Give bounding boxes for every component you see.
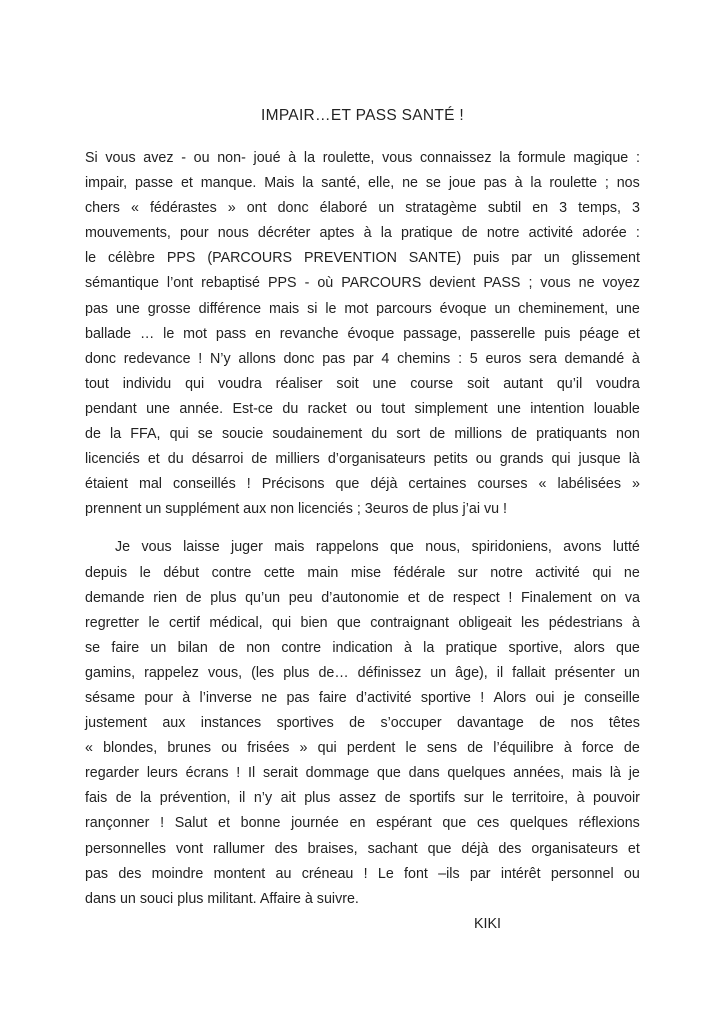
text-line: Je vous laisse juger mais rappelons que nous, spiridoniens, avons lutté: [115, 539, 640, 556]
text-line: gamins, rappelez vous, (les plus de… définissez un âge), il fallait présenter un: [85, 664, 640, 681]
text-line: regretter le certif médical, qui bien que contraignant obligeait les pédestrians à: [85, 614, 640, 631]
text-line: justement aux instances sportives de s’occuper davantage de nos têtes: [85, 715, 640, 732]
text-line: licenciés et du désarroi de milliers d’organisateurs petits ou grands qui jusque là: [85, 451, 640, 468]
text-line: chers « fédérastes » ont donc élaboré un stratagème subtil en 3 temps, 3: [85, 200, 640, 217]
text-line: pas des moindre montent au créneau ! Le font –ils par intérêt personnel ou: [85, 865, 640, 882]
document-title: IMPAIR…ET PASS SANTÉ !: [261, 107, 464, 124]
text-line: prennent un supplément aux non licenciés ; 3euros de plus j’ai vu !: [85, 501, 508, 518]
text-line: depuis le début contre cette main mise fédérale sur notre activité qui ne: [85, 564, 640, 581]
text-line: sémantique l’ont rebaptisé PPS - où PARCOURS devient PASS ; vous ne voyez: [85, 275, 640, 292]
text-line: personnelles vont rallumer des braises, sachant que déjà des organisateurs et: [85, 840, 640, 857]
text-line: regarder leurs écrans ! Il serait dommage que dans quelques années, mais là je: [85, 765, 640, 782]
text-line: étaient mal conseillés ! Précisons que déjà certaines courses « labélisées »: [85, 476, 640, 493]
document-body: [85, 146, 640, 912]
text-line: pendant une année. Est-ce du racket ou tout simplement une intention louable: [85, 400, 640, 417]
text-line: se faire un bilan de non contre indication à la pratique sportive, alors que: [85, 639, 640, 656]
text-line: « blondes, brunes ou frisées » qui perdent le sens de l’équilibre à force de: [85, 740, 640, 757]
text-line: pas une grosse différence mais si le mot parcours évoque un cheminement, une: [85, 300, 640, 317]
text-line: mouvements, pour nous décréter aptes à la pratique de notre activité adorée :: [85, 225, 640, 242]
text-line: demande rien de plus qu’un peu d’autonomie et de respect ! Finalement on va: [85, 589, 640, 606]
text-line: rançonner ! Salut et bonne journée en espérant que ces quelques réflexions: [85, 815, 640, 832]
text-line: fais de la prévention, il n’y ait plus assez de sportifs sur le territoire, à pouvoir: [85, 790, 640, 807]
text-line: ballade … le mot pass en revanche évoque passage, passerelle puis péage et: [85, 325, 640, 342]
text-line: dans un souci plus militant. Affaire à suivre.: [85, 890, 359, 907]
text-line: Si vous avez - ou non- joué à la roulette, vous connaissez la formule magique :: [85, 150, 640, 166]
text-line: donc redevance ! N’y allons donc pas par 4 chemins : 5 euros sera demandé à: [85, 350, 640, 367]
text-line: de la FFA, qui se soucie soudainement du sort de millions de pratiquants non: [85, 426, 640, 443]
paragraph: [85, 535, 640, 911]
paragraph: [85, 146, 640, 522]
text-line: tout individu qui voudra réaliser soit une course soit autant qu’il voudra: [85, 375, 640, 392]
text-line: impair, passe et manque. Mais la santé, elle, ne se joue pas à la roulette ; nos: [85, 175, 640, 192]
text-line: le célèbre PPS (PARCOURS PREVENTION SANTE) puis par un glissement: [85, 250, 640, 267]
signature: KIKI: [473, 916, 502, 932]
text-line: sésame pour à l’inverse ne pas faire d’activité sportive ! Alors oui je conseille: [85, 689, 640, 706]
